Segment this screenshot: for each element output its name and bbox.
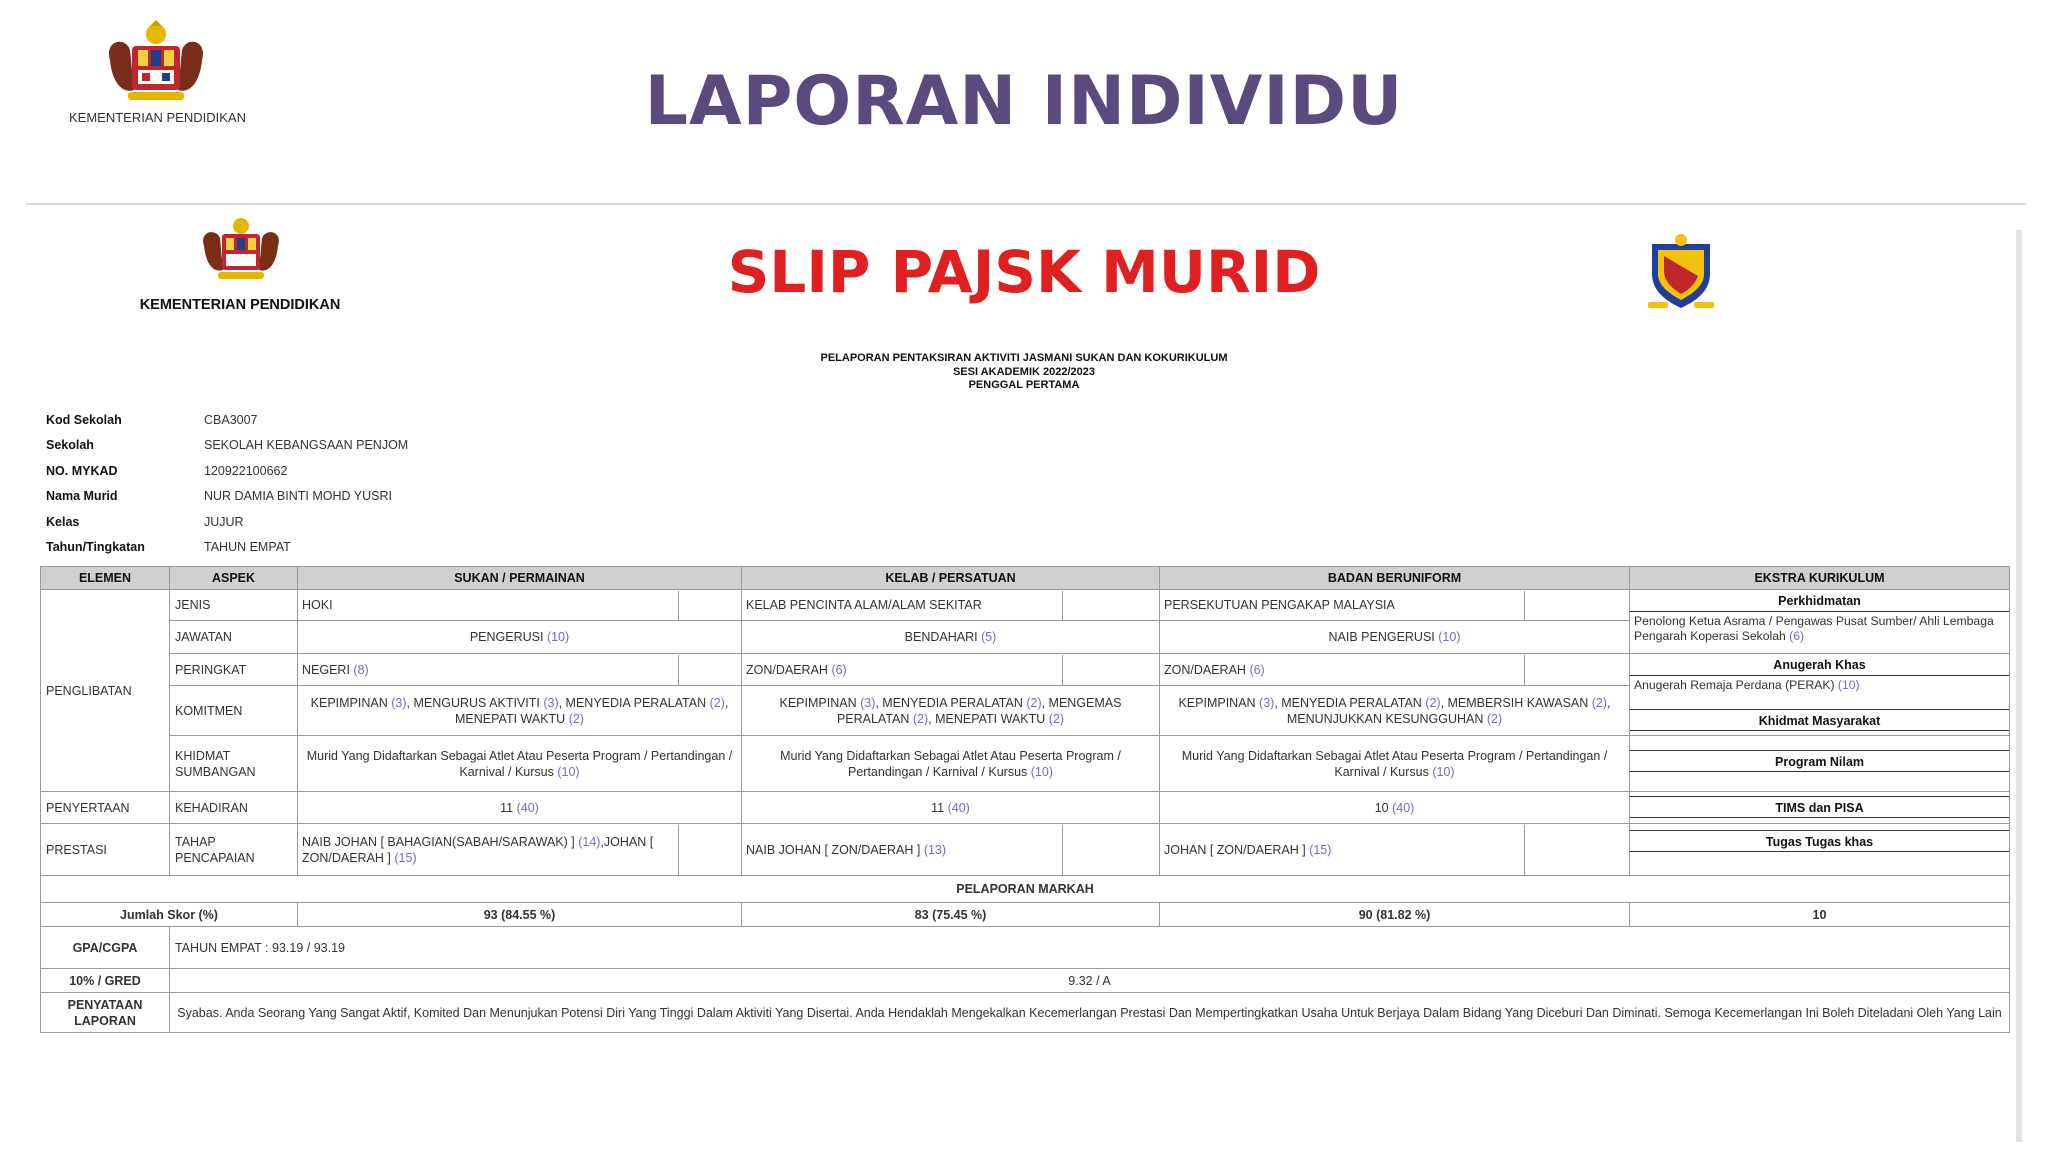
info-value: TAHUN EMPAT <box>204 540 291 555</box>
points-value: (8) <box>353 662 369 677</box>
sukan-jawatan-value: PENGERUSI <box>469 630 544 644</box>
tahap-item: NAIB JOHAN [ ZON/DAERAH ] <box>746 842 924 857</box>
table-row <box>41 969 2010 993</box>
points-value: (15) <box>1309 842 1332 857</box>
kelab-jawatan-value: BENDAHARI <box>904 630 978 644</box>
slide-title: LAPORAN INDIVIDU <box>644 62 1404 141</box>
empty-cell <box>678 591 741 620</box>
sukan-tahap <box>298 825 678 875</box>
kelab-komitmen <box>742 686 1160 736</box>
report-heading-line: SESI AKADEMIK 2022/2023 <box>952 365 1096 378</box>
penyataan-value: Syabas. Anda Seorang Yang Sangat Aktif, Komited Dan Menunjukan Potensi Diri Yang Tinggi Dalam Aktiviti Yang Disertai. Anda Hendaklah Mengekalkan Kecemerlangan Prestasi Dan Mempertingkatkan Usaha Untuk Berjaya Dalam Bidang Yang Diceburi Dan Diminati. Semoga Kecemerlangan Ini Boleh Diteladani Oleh Yang Lain <box>170 993 2010 1033</box>
info-label: Kelas <box>46 514 80 529</box>
empty-cell <box>1062 655 1159 685</box>
table-row <box>41 993 2010 1033</box>
sukan-kehadiran-value: 11 <box>500 800 514 815</box>
points-value: (2) <box>568 711 584 726</box>
report-heading-line: PENGGAL PERTAMA <box>968 379 1080 391</box>
badan-peringkat-cell <box>1160 654 1630 686</box>
info-row <box>46 458 408 484</box>
empty-cell <box>1524 825 1629 875</box>
points-value: (14) <box>578 834 601 849</box>
table-row <box>41 654 2010 686</box>
empty-cell <box>1524 655 1629 685</box>
empty-cell <box>678 825 741 875</box>
sukan-jenis-cell <box>298 590 742 621</box>
badan-peringkat <box>1160 655 1524 685</box>
komitmen-item: , MENEPATI WAKTU <box>928 711 1049 726</box>
points-value: (13) <box>923 842 947 857</box>
badan-kehadiran <box>1160 792 1630 824</box>
aspect-peringkat: PERINGKAT <box>170 654 298 686</box>
aspect-tahap: TAHAP PENCAPAIAN <box>170 824 298 876</box>
points-value: (2) <box>1425 695 1441 710</box>
document-title: SLIP PAJSK MURID <box>727 238 1321 306</box>
badan-kehadiran-value: 10 <box>1374 800 1389 815</box>
jumlah-sukan: 93 (84.55 %) <box>298 903 742 927</box>
table-row <box>41 876 2010 903</box>
header-kelab: KELAB / PERSATUAN <box>742 567 1160 590</box>
sukan-khidmat <box>298 736 742 792</box>
header-sukan: SUKAN / PERMAINAN <box>298 567 742 590</box>
table-row <box>41 927 2010 969</box>
kelab-jenis-cell <box>742 590 1160 621</box>
komitmen-item: KEPIMPINAN <box>1178 695 1260 710</box>
kelab-tahap-cell <box>742 824 1160 876</box>
kelab-peringkat-value: ZON/DAERAH <box>746 662 828 677</box>
points-value: (2) <box>709 695 725 710</box>
info-row <box>46 535 408 561</box>
sukan-peringkat-cell <box>298 654 742 686</box>
kelab-kehadiran-value: 11 <box>931 800 945 815</box>
header-aspek: ASPEK <box>170 567 298 590</box>
info-value: SEKOLAH KEBANGSAAN PENJOM <box>204 438 409 453</box>
info-label: Tahun/Tingkatan <box>46 540 145 555</box>
spacer <box>1630 736 2009 750</box>
komitmen-item: , MEMBERSIH KAWASAN <box>1440 695 1592 710</box>
sukan-jawatan <box>298 621 742 654</box>
points-value: (10) <box>1837 678 1860 692</box>
ekstra-perkhidmatan <box>1630 590 2010 654</box>
komitmen-item: , MENYEDIA PERALATAN <box>875 695 1027 710</box>
points-value: (3) <box>1259 695 1275 710</box>
sukan-jenis: HOKI <box>302 598 333 612</box>
info-value: 120922100662 <box>204 463 288 478</box>
info-label: Sekolah <box>46 438 94 453</box>
table-row <box>41 590 2010 621</box>
empty-cell <box>1524 591 1629 620</box>
badan-jenis-cell <box>1160 590 1630 621</box>
jumlah-kelab: 83 (75.45 %) <box>742 903 1160 927</box>
aspect-khidmat: KHIDMAT SUMBANGAN <box>170 736 298 792</box>
kelab-kehadiran <box>742 792 1160 824</box>
sukan-peringkat <box>298 655 678 685</box>
points-value: (15) <box>394 850 417 865</box>
sukan-khidmat-value: Murid Yang Didaftarkan Sebagai Atlet Atau Peserta Program / Pertandingan / Karnival / Kursus <box>306 748 733 779</box>
points-value: (10) <box>546 630 570 644</box>
document-ministry-label: KEMENTERIAN PENDIDIKAN <box>139 297 341 313</box>
points-value: (10) <box>557 764 580 779</box>
badan-tahap <box>1160 825 1524 875</box>
report-heading <box>0 352 2048 393</box>
markah-heading: PELAPORAN MARKAH <box>41 876 2010 903</box>
aspect-jawatan: JAWATAN <box>170 621 298 654</box>
jumlah-label: Jumlah Skor (%) <box>41 903 298 927</box>
kelab-peringkat <box>742 655 1062 685</box>
ekstra-tugas-title: Tugas Tugas khas <box>1630 830 2009 852</box>
points-value: (5) <box>981 630 997 644</box>
empty-cell <box>1062 591 1159 620</box>
tahap-item: NAIB JOHAN [ BAHAGIAN(SABAH/SARAWAK) ] <box>302 834 579 849</box>
points-value: (2) <box>1048 711 1065 726</box>
table-row <box>41 903 2010 927</box>
info-label: Kod Sekolah <box>46 412 122 427</box>
points-value: (3) <box>860 695 876 710</box>
badan-khidmat <box>1160 736 1630 792</box>
header-ekstra: EKSTRA KURIKULUM <box>1630 567 2010 590</box>
report-heading-line: PELAPORAN PENTAKSIRAN AKTIVITI JASMANI SUKAN DAN KOKURIKULUM <box>820 352 1228 364</box>
kelab-jawatan <box>742 621 1160 654</box>
kelab-tahap <box>742 825 1062 875</box>
table-row <box>41 824 2010 876</box>
ekstra-tims <box>1630 792 2010 824</box>
aspect-komitmen: KOMITMEN <box>170 686 298 736</box>
points-value: (6) <box>831 662 847 677</box>
kelab-khidmat-value: Murid Yang Didaftarkan Sebagai Atlet Atau Peserta Program / Pertandingan / Karnival / Kursus <box>780 748 1121 779</box>
gpa-value: TAHUN EMPAT : 93.19 / 93.19 <box>170 927 2010 969</box>
info-value: JUJUR <box>204 514 244 529</box>
points-value: (10) <box>1030 764 1053 779</box>
points-value: (2) <box>1486 711 1503 726</box>
spacer <box>1630 695 2009 709</box>
sukan-tahap-cell <box>298 824 742 876</box>
ekstra-nilam <box>1630 736 2010 792</box>
tahap-item: JOHAN [ ZON/DAERAH ] <box>1164 842 1310 857</box>
points-value: (10) <box>1438 630 1461 644</box>
info-label: Nama Murid <box>46 489 118 504</box>
points-value: (3) <box>391 695 407 710</box>
pajsk-table <box>40 566 2010 1033</box>
table-row <box>41 736 2010 792</box>
empty-cell <box>1062 825 1159 875</box>
gred-label: 10% / GRED <box>41 969 170 993</box>
komitmen-item: , MENGEMAS PERALATAN <box>836 695 1122 726</box>
aspect-jenis: JENIS <box>170 590 298 621</box>
points-value: (10) <box>1432 764 1455 779</box>
ekstra-anugerah-text <box>1630 676 2009 695</box>
ekstra-perkhidmatan-title: Perkhidmatan <box>1630 590 2009 612</box>
gred-value: 9.32 / A <box>170 969 2010 993</box>
points-value: (40) <box>1392 800 1415 815</box>
komitmen-item: , MENGURUS AKTIVITI <box>406 695 544 710</box>
ekstra-perkhidmatan-value: Penolong Ketua Asrama / Pengawas Pusat Sumber/ Ahli Lembaga Pengarah Koperasi Sekolah <box>1634 614 1994 643</box>
points-value: (2) <box>1591 695 1608 710</box>
points-value: (40) <box>516 800 539 815</box>
info-row <box>46 509 408 535</box>
table-row <box>41 792 2010 824</box>
header-badan: BADAN BERUNIFORM <box>1160 567 1630 590</box>
info-label: NO. MYKAD <box>46 463 118 478</box>
badan-peringkat-value: ZON/DAERAH <box>1164 662 1246 677</box>
tahap-item: ,JOHAN [ ZON/DAERAH ] <box>302 834 654 865</box>
penyataan-label: PENYATAAN LAPORAN <box>41 993 170 1033</box>
jumlah-badan: 90 (81.82 %) <box>1160 903 1630 927</box>
points-value: (3) <box>543 695 559 710</box>
badan-jawatan-value: NAIB PENGERUSI <box>1328 630 1435 644</box>
info-row <box>46 407 408 433</box>
ekstra-tims-title: TIMS dan PISA <box>1630 796 2009 818</box>
kelab-jenis: KELAB PENCINTA ALAM/ALAM SEKITAR <box>746 598 982 612</box>
ministry-label: KEMENTERIAN PENDIDIKAN <box>69 110 246 125</box>
info-value: CBA3007 <box>204 412 258 427</box>
ekstra-perkhidmatan-text <box>1630 612 2009 646</box>
points-value: (6) <box>1249 662 1265 677</box>
points-value: (40) <box>947 800 970 815</box>
komitmen-item: KEPIMPINAN <box>779 695 861 710</box>
sukan-kehadiran <box>298 792 742 824</box>
element-penglibatan: PENGLIBATAN <box>41 590 170 792</box>
gpa-label: GPA/CGPA <box>41 927 170 969</box>
komitmen-item: , MENYEDIA PERALATAN <box>558 695 710 710</box>
info-value: NUR DAMIA BINTI MOHD YUSRI <box>204 489 392 504</box>
komitmen-item: , MENEPATI WAKTU <box>455 695 729 726</box>
ekstra-anugerah-title: Anugerah Khas <box>1630 654 2009 676</box>
ekstra-nilam-title: Program Nilam <box>1630 750 2009 772</box>
badan-jawatan <box>1160 621 1630 654</box>
table-header-row <box>41 567 2010 590</box>
empty-cell <box>678 655 741 685</box>
points-value: (2) <box>1026 695 1042 710</box>
points-value: (6) <box>1789 629 1805 643</box>
badan-jenis: PERSEKUTUAN PENGAKAP MALAYSIA <box>1164 598 1395 612</box>
kelab-khidmat <box>742 736 1160 792</box>
header-elemen: ELEMEN <box>41 567 170 590</box>
sukan-peringkat-value: NEGERI <box>302 662 350 677</box>
ekstra-khidmat-title: Khidmat Masyarakat <box>1630 709 2009 731</box>
sukan-komitmen <box>298 686 742 736</box>
komitmen-item: , MENYEDIA PERALATAN <box>1274 695 1426 710</box>
badan-komitmen <box>1160 686 1630 736</box>
ekstra-tugas <box>1630 824 2010 876</box>
badan-khidmat-value: Murid Yang Didaftarkan Sebagai Atlet Atau Peserta Program / Pertandingan / Karnival / Kursus <box>1181 748 1608 779</box>
element-prestasi: PRESTASI <box>41 824 170 876</box>
element-penyertaan: PENYERTAAN <box>41 792 170 824</box>
points-value: (2) <box>912 711 929 726</box>
info-row <box>46 433 408 459</box>
school-badge-icon <box>1644 230 1718 314</box>
jumlah-ekstra: 10 <box>1630 903 2010 927</box>
komitmen-item: KEPIMPINAN <box>310 695 392 710</box>
kelab-peringkat-cell <box>742 654 1160 686</box>
aspect-kehadiran: KEHADIRAN <box>170 792 298 824</box>
ekstra-anugerah-value: Anugerah Remaja Perdana (PERAK) <box>1634 678 1835 692</box>
student-info <box>46 407 408 560</box>
ekstra-anugerah <box>1630 654 2010 736</box>
komitmen-item: , MENUNJUKKAN KESUNGGUHAN <box>1286 695 1611 726</box>
badan-tahap-cell <box>1160 824 1630 876</box>
divider <box>26 203 2026 205</box>
info-row <box>46 484 408 510</box>
